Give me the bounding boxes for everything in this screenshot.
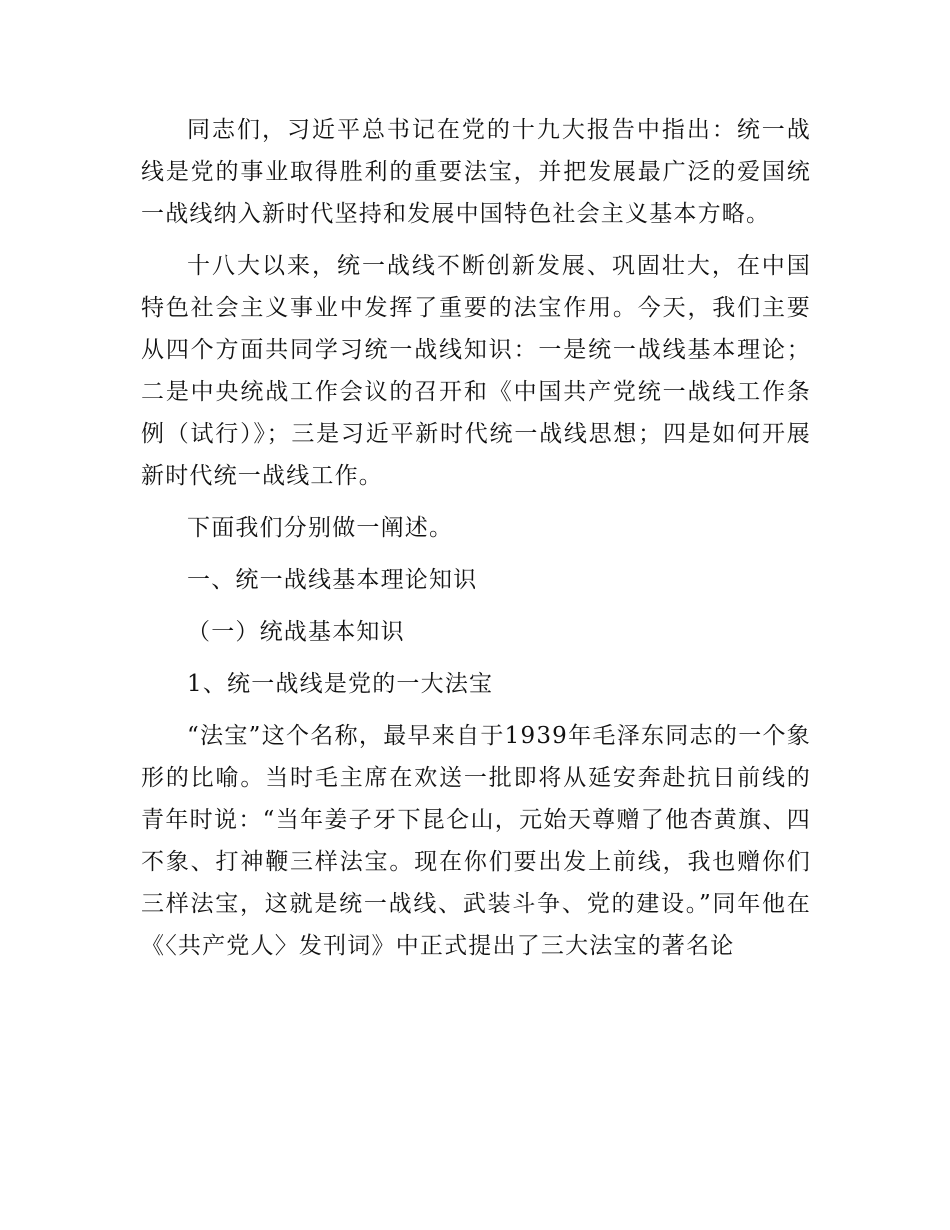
paragraph-overview: 十八大以来，统一战线不断创新发展、巩固壮大，在中国特色社会主义事业中发挥了重要的法宝作用。今天，我们主要从四个方面共同学习统一战线知识：一是统一战线基本理论；二是中央统战工作会议的召开和《中国共产党统一战线工作条例（试行）》；三是习近平新时代统一战线思想；四是如何开展新时代统一战线工作。 xyxy=(141,253,811,489)
section-heading-1: 一、统一战线基本理论知识 xyxy=(187,567,478,593)
paragraph-intro: 同志们，习近平总书记在党的十九大报告中指出：统一战线是党的事业取得胜利的重要法宝，并把发展最广泛的爱国统一战线纳入新时代坚持和发展中国特色社会主义基本方略。 xyxy=(141,117,811,227)
subsection-heading-1: （一）统战基本知识 xyxy=(187,619,405,645)
document-body xyxy=(141,109,811,977)
paragraph-magic-weapon: “法宝”这个名称，最早来自于1939年毛泽东同志的一个象形的比喻。当时毛主席在欢送一批即将从延安奔赴抗日前线的青年时说：“当年姜子牙下昆仑山，元始天尊赠了他杏黄旗、四不象、打神鞭三样法宝。现在你们要出发上前线，我也赠你们三样法宝，这就是统一战线、武装斗争、党的建设。”同年他在《〈共产党人〉发刊词》中正式提出了三大法宝的著名论 xyxy=(141,723,811,959)
paragraph-transition: 下面我们分别做一阐述。 xyxy=(187,515,454,541)
item-heading-1: 1、统一战线是党的一大法宝 xyxy=(187,671,494,697)
